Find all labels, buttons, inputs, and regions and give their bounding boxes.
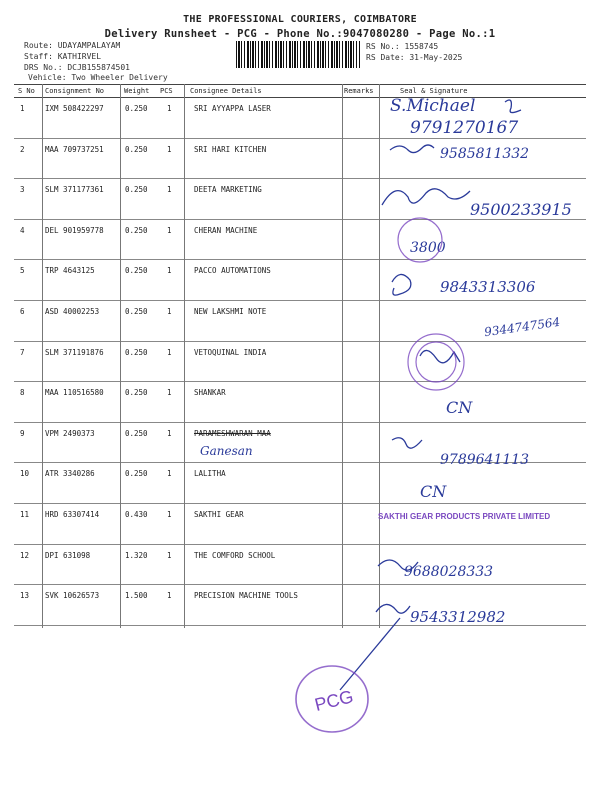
row-consignee: PARAMESHWARAN MAA [194, 428, 271, 438]
row-consignee: SHANKAR [194, 388, 226, 398]
row-consignee: DEETA MARKETING [194, 185, 262, 195]
row-pcs: 1 [167, 550, 172, 560]
row-pcs: 1 [167, 428, 172, 438]
row-sno: 9 [20, 428, 25, 438]
row9-name: Ganesan [200, 444, 253, 458]
row-sno: 6 [20, 306, 25, 316]
sig5-scribble [392, 274, 411, 295]
sig2-scribble [390, 145, 434, 153]
row-weight: 0.430 [125, 509, 148, 519]
row-pcs: 1 [167, 388, 172, 398]
col-header-consignment: Consignment No [45, 87, 105, 95]
row-consignment-no: MAA 709737251 [45, 144, 104, 154]
row-consignment-no: IXM 508422297 [45, 104, 104, 113]
row-sno: 3 [20, 185, 25, 195]
col-header-consignee: Consignee Details [190, 87, 262, 95]
rs-date-label: RS Date: 31-May-2025 [366, 53, 463, 62]
sig3-phone: 9500233915 [470, 200, 572, 219]
row-consignment-no: TRP 4643125 [45, 266, 95, 276]
row-sno: 7 [20, 347, 25, 357]
sig1-phone: 9791270167 [410, 118, 519, 138]
row-weight: 0.250 [125, 104, 148, 113]
round-seal-row3 [398, 218, 442, 262]
row-consignment-no: ATR 3340286 [45, 469, 95, 479]
sakthi-stamp-text: SAKTHI GEAR PRODUCTS PRIVATE LIMITED [378, 512, 551, 521]
pcg-seal-text: PCG [312, 686, 356, 715]
sig10-cn: CN [420, 482, 447, 501]
row-pcs: 1 [167, 591, 172, 601]
sig1-scribble [505, 100, 521, 113]
row-sno: 10 [20, 469, 30, 479]
row-consignee: VETOQUINAL INDIA [194, 347, 267, 357]
col-header-signature: Seal & Signature [400, 87, 468, 95]
row-pcs: 1 [167, 306, 172, 316]
col-header-weight: Weight [124, 87, 150, 95]
row-sno: 12 [20, 550, 30, 560]
sig9-scribble [392, 438, 422, 448]
sig1-name: S.Michael [390, 96, 476, 116]
round-seal-row7-inner [416, 342, 456, 382]
row-pcs: 1 [167, 469, 172, 479]
row-sno: 2 [20, 144, 25, 154]
col-header-sno: S No [18, 87, 35, 95]
sig6-phone: 9344747564 [483, 314, 561, 340]
row-weight: 0.250 [125, 388, 148, 398]
row-consignment-no: ASD 40002253 [45, 306, 100, 316]
row-consignment-no: HRD 63307414 [45, 509, 100, 519]
row-sno: 4 [20, 225, 25, 235]
drs-label: DRS No.: DCJB155874501 [24, 63, 130, 72]
row-consignee: PRECISION MACHINE TOOLS [194, 591, 298, 601]
sig9-phone: 9789641113 [440, 452, 530, 468]
row-sno: 8 [20, 388, 25, 398]
row-consignee: SRI HARI KITCHEN [194, 144, 267, 154]
row-weight: 0.250 [125, 266, 148, 276]
row-consignee: CHERAN MACHINE [194, 225, 258, 235]
row-consignee: PACCO AUTOMATIONS [194, 266, 271, 276]
row-weight: 0.250 [125, 469, 148, 479]
row-weight: 0.250 [125, 347, 148, 357]
row-consignment-no: MAA 110516580 [45, 388, 104, 398]
row-consignment-no: SLM 371177361 [45, 185, 104, 195]
row-pcs: 1 [167, 347, 172, 357]
sig2-phone: 9585811332 [440, 146, 530, 162]
row-pcs: 1 [167, 225, 172, 235]
row-pcs: 1 [167, 104, 172, 113]
row-consignee: LALITHA [194, 469, 226, 479]
row-sno: 11 [20, 509, 30, 519]
row-weight: 0.250 [125, 306, 148, 316]
row-consignee: NEW LAKSHMI NOTE [194, 306, 267, 316]
sig13-leader-line [340, 618, 400, 690]
sig4-number: 3800 [410, 240, 446, 256]
header-subtitle: Delivery Runsheet - PCG - Phone No.:9047080280 - Page No.:1 [104, 28, 496, 40]
staff-label: Staff: KATHIRVEL [24, 52, 102, 61]
rs-no-label: RS No.: 1558745 [366, 42, 439, 51]
route-label: Route: UDAYAMPALAYAM [24, 41, 121, 50]
row-consignment-no: VPM 2490373 [45, 428, 95, 438]
sig5-phone: 9843313306 [440, 278, 536, 296]
row-weight: 0.250 [125, 225, 148, 235]
row-consignment-no: SVK 10626573 [45, 591, 100, 601]
row-consignee: SAKTHI GEAR [194, 509, 244, 519]
row-sno: 1 [20, 104, 25, 113]
sig3-scribble [382, 189, 470, 205]
row-weight: 0.250 [125, 428, 148, 438]
header-company: THE PROFESSIONAL COURIERS, COIMBATORE [183, 14, 417, 25]
sig8-cn: CN [446, 398, 473, 417]
row-pcs: 1 [167, 266, 172, 276]
sig13-scribble [376, 604, 410, 613]
row-consignee: THE COMFORD SCHOOL [194, 550, 276, 560]
row-consignment-no: SLM 371191876 [45, 347, 104, 357]
row-pcs: 1 [167, 185, 172, 195]
row-pcs: 1 [167, 144, 172, 154]
row-consignment-no: DPI 631098 [45, 550, 91, 560]
col-header-remarks: Remarks [344, 87, 374, 95]
row-weight: 0.250 [125, 144, 148, 154]
row-sno: 5 [20, 266, 25, 276]
row-pcs: 1 [167, 509, 172, 519]
row-consignee: SRI AYYAPPA LASER [194, 104, 271, 113]
sig12-phone: 9688028333 [404, 564, 494, 580]
sig12-scribble [378, 560, 418, 570]
row-consignment-no: DEL 901959778 [45, 225, 104, 235]
row-weight: 0.250 [125, 185, 148, 195]
sig13-phone: 9543312982 [410, 608, 506, 626]
vehicle-label: Vehicle: Two Wheeler Delivery [28, 73, 168, 82]
row-sno: 13 [20, 591, 30, 601]
row-weight: 1.320 [125, 550, 148, 560]
col-header-pcs: PCS [160, 87, 173, 95]
row-weight: 1.500 [125, 591, 148, 601]
